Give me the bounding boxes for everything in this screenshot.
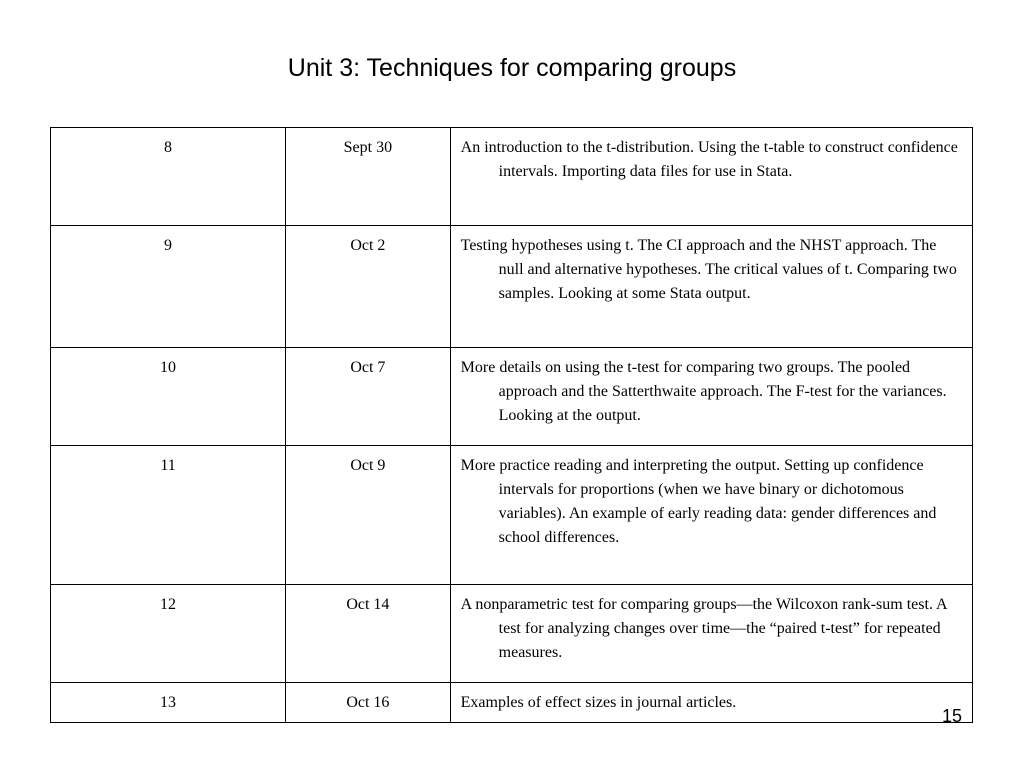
table-row xyxy=(51,128,973,226)
table-row xyxy=(51,226,973,348)
session-date-cell: Oct 14 xyxy=(286,585,451,683)
session-description-cell xyxy=(450,348,972,446)
session-number-cell: 9 xyxy=(51,226,286,348)
slide-title: Unit 3: Techniques for comparing groups xyxy=(287,54,737,82)
table-row xyxy=(51,446,973,585)
session-number-cell: 10 xyxy=(51,348,286,446)
session-number-cell: 12 xyxy=(51,585,286,683)
session-description: Examples of effect sizes in journal articles. xyxy=(460,694,737,711)
session-description-cell xyxy=(450,585,972,683)
session-description: Testing hypotheses using t. The CI approach and the NHST approach. The null and alternative hypotheses. The critical values of t. Comparing two samples. Looking at some Stata output. xyxy=(460,237,957,302)
schedule-table xyxy=(50,127,973,723)
session-description-cell xyxy=(450,683,972,723)
session-description-cell xyxy=(450,446,972,585)
session-description: A nonparametric test for comparing groups—the Wilcoxon rank-sum test. A test for analyzing changes over time—the “paired t-test” for repeated measures. xyxy=(460,596,947,661)
session-description: More details on using the t-test for comparing two groups. The pooled approach and the Satterthwaite approach. The F-test for the variances. Looking at the output. xyxy=(460,359,947,424)
session-description-cell xyxy=(450,226,972,348)
session-date-cell: Sept 30 xyxy=(286,128,451,226)
page-number: 15 xyxy=(941,706,962,726)
session-description-cell xyxy=(450,128,972,226)
session-description: An introduction to the t-distribution. Using the t-table to construct confidence intervals. Importing data files for use in Stata. xyxy=(460,139,958,180)
session-description: More practice reading and interpreting the output. Setting up confidence intervals for proportions (when we have binary or dichotomous variables). An example of early reading data: gender differences and school differences. xyxy=(460,457,937,546)
session-number-cell: 11 xyxy=(51,446,286,585)
session-date-cell: Oct 2 xyxy=(286,226,451,348)
session-date-cell: Oct 16 xyxy=(286,683,451,723)
session-date-cell: Oct 7 xyxy=(286,348,451,446)
table-row xyxy=(51,585,973,683)
session-number-cell: 8 xyxy=(51,128,286,226)
session-number-cell: 13 xyxy=(51,683,286,723)
session-date-cell: Oct 9 xyxy=(286,446,451,585)
table-row xyxy=(51,683,973,723)
table-row xyxy=(51,348,973,446)
